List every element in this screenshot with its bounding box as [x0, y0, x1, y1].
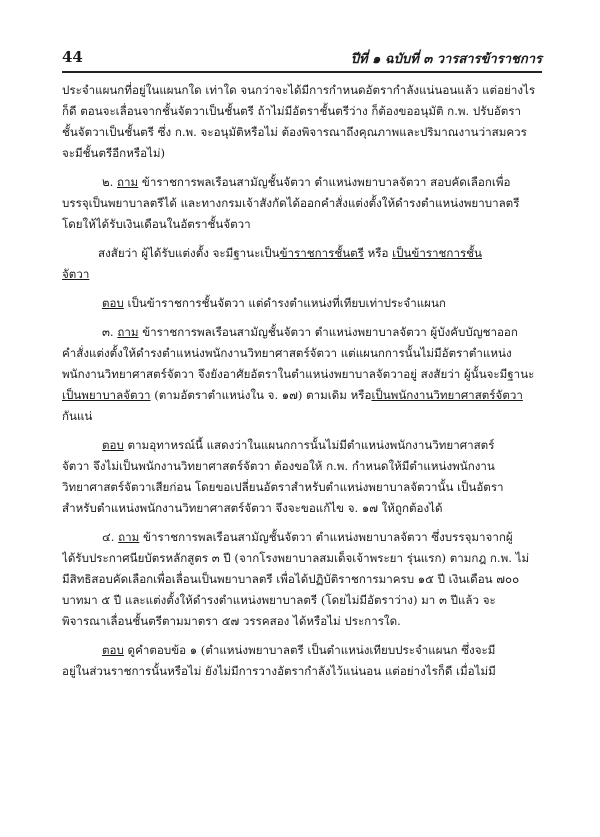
text-line: วิทยาศาสตร์จัตวาเสียก่อน โดยขอเปลี่ยนอัตราสำหรับตำแหน่งพยาบาลจัตวานั้น เป็นอัตรา	[62, 480, 504, 494]
underlined-phrase: จัตวา	[62, 267, 90, 281]
question-label: ถาม	[118, 530, 140, 544]
underlined-phrase: เป็นข้าราชการชั้น	[392, 246, 482, 260]
document-body	[62, 80, 542, 817]
running-title: ปีที่ ๑ ฉบับที่ ๓ วารสารข้าราชการ	[350, 52, 542, 67]
underlined-phrase: เป็นพนักงานวิทยาศาสตร์จัตวา	[371, 388, 523, 402]
text-line: กันแน่	[62, 409, 93, 423]
text-line: ก็ดี ตอนจะเลื่อนจากชั้นจัตวาเป็นชั้นตรี ถ้าไม่มีอัตราชั้นตรีว่าง ก็ต้องขออนุมัติ ก.พ. ปรับอัตรา	[62, 104, 522, 118]
question-first-line	[62, 527, 542, 548]
page-number: 44	[62, 48, 83, 66]
answer-text: ดูคำตอบข้อ ๑ (ตำแหน่งพยาบาลตรี เป็นตำแหน่งเทียบประจำแผนก ซึ่งจะมี	[123, 643, 496, 657]
text-line: คำสั่งแต่งตั้งให้ดำรงตำแหน่งพนักงานวิทยาศาสตร์จัตวา แต่แผนกการนั้นไม่มีอัตราตำแหน่ง	[62, 346, 512, 360]
text-line: พิจารณาเลื่อนชั้นตรีตามมาตรา ๕๗ วรรคสอง ได้หรือไม่ ประการใด.	[62, 614, 401, 628]
question-text: ข้าราชการพลเรือนสามัญชั้นจัตวา ตำแหน่งพยาบาลจัตวา สอบคัดเลือกเพื่อ	[141, 175, 511, 189]
text-line: ชั้นจัตวาเป็นชั้นตรี ซึ่ง ก.พ. จะอนุมัติหรือไม่ ต้องพิจารณาถึงคุณภาพและปริมาณงานว่าสมควร	[62, 125, 527, 139]
question-3	[62, 322, 542, 427]
question-first-line	[62, 322, 542, 343]
answer-label: ตอบ	[102, 438, 124, 452]
answer-label: ตอบ	[102, 296, 124, 310]
question-number: ๒.	[102, 175, 114, 189]
answer-text: ตามอุทาหรณ์นี้ แสดงว่าในแผนกการนั้นไม่มีตำแหน่งพนักงานวิทยาศาสตร์	[123, 438, 495, 452]
underlined-phrase: เป็นพยาบาลจัตวา	[62, 388, 151, 402]
question-text: ข้าราชการพลเรือนสามัญชั้นจัตวา ตำแหน่งพยาบาลจัตวา ซึ่งบรรจุมาจากผู้	[143, 530, 513, 544]
underlined-phrase: ข้าราชการชั้นตรี	[279, 246, 364, 260]
answer-text: เป็นข้าราชการชั้นจัตวา แต่ดำรงตำแหน่งที่เทียบเท่าประจำแผนก	[123, 296, 446, 310]
question-number: ๔.	[102, 530, 115, 544]
page-header	[62, 48, 542, 70]
answer-3	[62, 435, 542, 519]
text-line: บรรจุเป็นพยาบาลตรีได้ และทางกรมเจ้าสังกัดได้ออกคำสั่งแต่งตั้งให้ดำรงตำแหน่งพยาบาลตรี	[62, 196, 520, 210]
answer-label: ตอบ	[102, 643, 124, 657]
answer-line	[62, 640, 542, 661]
paragraph-continuation	[62, 80, 542, 164]
text-line: จัตวา จึงไม่เป็นพนักงานวิทยาศาสตร์จัตวา ต้องขอให้ ก.พ. กำหนดให้มีตำแหน่งพนักงาน	[62, 459, 495, 473]
doubt-line: สงสัยว่า ผู้ได้รับแต่งตั้ง จะมีฐานะเป็นข้าราชการชั้นตรี หรือ เป็นข้าราชการชั้น	[98, 246, 482, 260]
text-line: อยู่ในส่วนราชการนั้นหรือไม่ ยังไม่มีการวางอัตรากำลังไว้แน่นอน แต่อย่างไรก็ดี เมื่อไม่มี	[62, 664, 496, 678]
question-label: ถาม	[117, 175, 139, 189]
text-line: ได้รับประกาศนียบัตรหลักสูตร ๓ ปี (จากโรงพยาบาลสมเด็จเจ้าพระยา รุ่นแรก) ตามกฎ ก.พ. ไม่	[62, 551, 530, 565]
answer-4	[62, 640, 542, 682]
text-line: เป็นพยาบาลจัตวา (ตามอัตราตำแหน่งใน จ. ๑๗) ตามเดิม หรือเป็นพนักงานวิทยาศาสตร์จัตวา	[62, 388, 523, 402]
text-line	[62, 264, 542, 285]
text-line: บาทมา ๕ ปี และแต่งตั้งให้ดำรงตำแหน่งพยาบาลตรี (โดยไม่มีอัตราว่าง) มา ๓ ปีแล้ว จะ	[62, 593, 496, 607]
text-line: โดยให้ได้รับเงินเดือนในอัตราชั้นจัตวา	[62, 217, 251, 231]
answer-2	[62, 293, 542, 314]
text-line: สำหรับตำแหน่งพนักงานวิทยาศาสตร์จัตวา จึงจะขอแก้ไข จ. ๑๗ ให้ถูกต้องได้	[62, 501, 443, 515]
text-line: มีสิทธิสอบคัดเลือกเพื่อเลื่อนเป็นพยาบาลตรี เพื่อได้ปฏิบัติราชการมาครบ ๑๕ ปี เงินเดือน ๗๐๐	[62, 572, 520, 586]
question-label: ถาม	[117, 325, 139, 339]
question-first-line	[62, 172, 542, 193]
text-line: จะมีชั้นตรีอีกหรือไม่)	[62, 146, 166, 160]
question-4	[62, 527, 542, 632]
text-line: ประจำแผนกที่อยู่ในแผนกใด เท่าใด จนกว่าจะได้มีการกำหนดอัตรากำลังแน่นอนแล้ว แต่อย่างไร	[62, 83, 536, 97]
header-rule	[62, 71, 542, 73]
question-text: ข้าราชการพลเรือนสามัญชั้นจัตวา ตำแหน่งพยาบาลจัตวา ผู้บังคับบัญชาออก	[142, 325, 518, 339]
answer-line	[62, 435, 542, 456]
answer-line	[62, 293, 542, 314]
text-line: พนักงานวิทยาศาสตร์จัตวา จึงยังอาศัยอัตราในตำแหน่งพยาบาลจัตวาอยู่ สงสัยว่า ผู้นั้นจะมีฐานะ	[62, 367, 535, 381]
question-2	[62, 172, 542, 285]
question-number: ๓.	[102, 325, 114, 339]
